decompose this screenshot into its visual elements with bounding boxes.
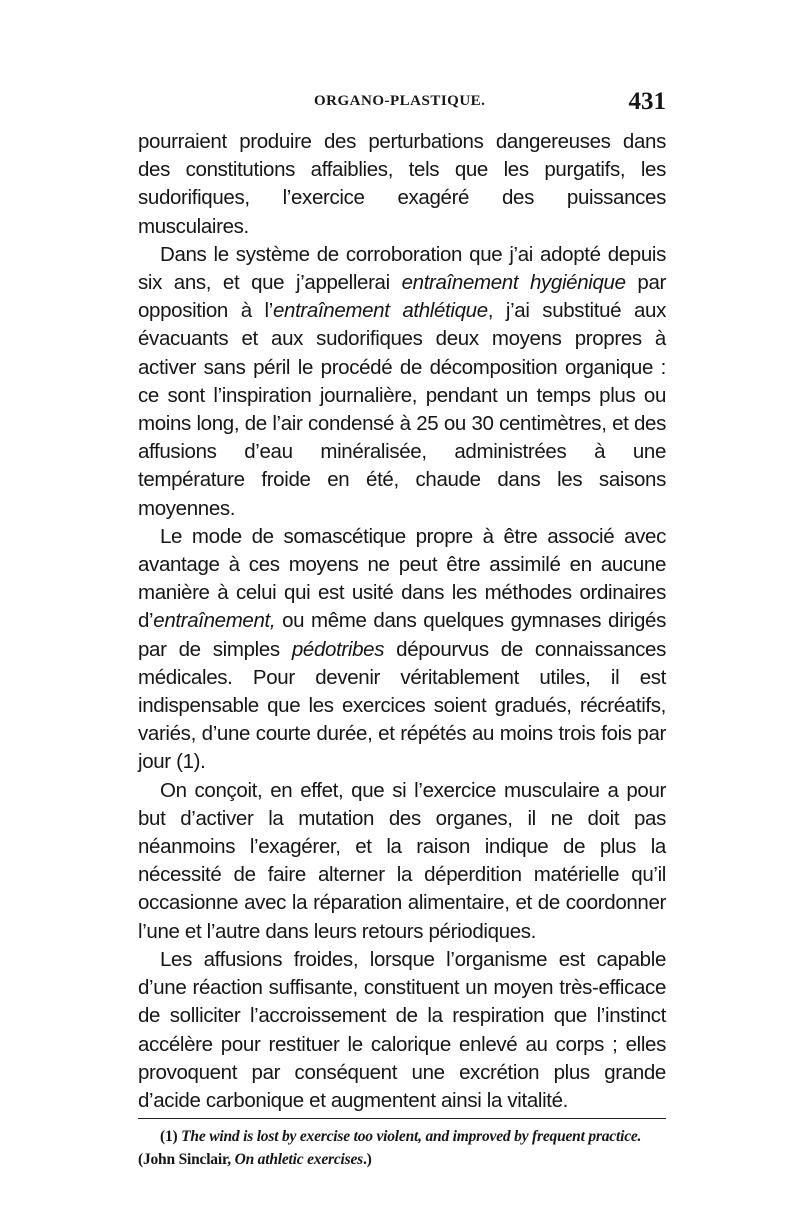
running-header — [138, 88, 666, 128]
footnote-citation-open: (John Sinclair, — [138, 1151, 235, 1169]
text-run: Les affusions froides, lorsque l’organisme est capable d’une réaction suffisante, constituent un moyen très-efficace de solliciter l’accroissement de la respiration que l’instinct accélère pour restituer le calorique enlevé au corps ; elles provoquent par conséquent une excrétion plus grande d’acide carbonique et augmentent ainsi la vitalité. — [138, 947, 666, 1112]
book-page — [138, 88, 666, 1171]
text-run: Le mode de somascétique propre à être associé avec avantage à ces moyens ne peut être assimilé en aucune manière à celui qui est usité dans les méthodes ordinaires d’ — [138, 524, 666, 633]
paragraph — [138, 523, 666, 777]
italic-term: pédotribes — [291, 637, 385, 661]
footnote-quote: The wind is lost by exercise too violent, and improved by frequent practice. — [181, 1128, 642, 1146]
text-run: Dans le système de corroboration que j’ai adopté depuis six ans, et que j’appellerai — [138, 242, 666, 295]
body-text — [138, 128, 666, 1115]
footnote-citation-close: .) — [362, 1151, 372, 1169]
running-title: ORGANO-PLASTIQUE. — [314, 93, 486, 109]
italic-term: entraînement, — [153, 609, 276, 633]
text-run: ou même dans quelques gymnases dirigés par de simples — [138, 609, 666, 661]
footnote-rule — [138, 1118, 666, 1119]
paragraph — [138, 777, 666, 946]
paragraph — [138, 241, 666, 523]
italic-term: entraînement hygiénique — [401, 271, 626, 295]
page-number: 431 — [628, 88, 666, 115]
paragraph — [138, 128, 666, 241]
text-run: dépourvus de connaissances médicales. Pour devenir véritablement utiles, il est indispensable que les exercices soient gradués, récréatifs, variés, d’une courte durée, et répétés au moins trois fois par jour (1). — [138, 637, 666, 774]
text-run: par opposition à l’ — [138, 271, 666, 323]
italic-term: entraînement athlétique — [272, 299, 488, 323]
footnote-marker: (1) — [160, 1128, 182, 1146]
footnote-work-title: On athletic exercises — [234, 1151, 363, 1169]
text-run: On conçoit, en effet, que si l’exercice musculaire a pour but d’activer la mutation des organes, il ne doit pas néanmoins l’exagérer, et la raison indique de plus la nécessité de faire alterner la déperdition matérielle qu’il occasionne avec la réparation alimentaire, et de coordonner l’une et l’autre dans leurs retours périodiques. — [138, 778, 666, 943]
paragraph — [138, 946, 666, 1115]
text-run: , j’ai substitué aux évacuants et aux sudorifiques deux moyens propres à activer sans péril le procédé de décomposition organique : ce sont l’inspiration journalière, pendant un temps plus ou moins long, de l’air condensé à 25 ou 30 centimètres, et des affusions d’eau minéralisée, administrées à une température froide en été, chaude dans les saisons moyennes. — [138, 299, 666, 520]
footnote — [138, 1125, 666, 1171]
text-run: pourraient produire des perturbations dangereuses dans des constitutions affaiblies, tels que les purgatifs, les sudorifiques, l’exercice exagéré des puissances musculaires. — [138, 130, 666, 238]
